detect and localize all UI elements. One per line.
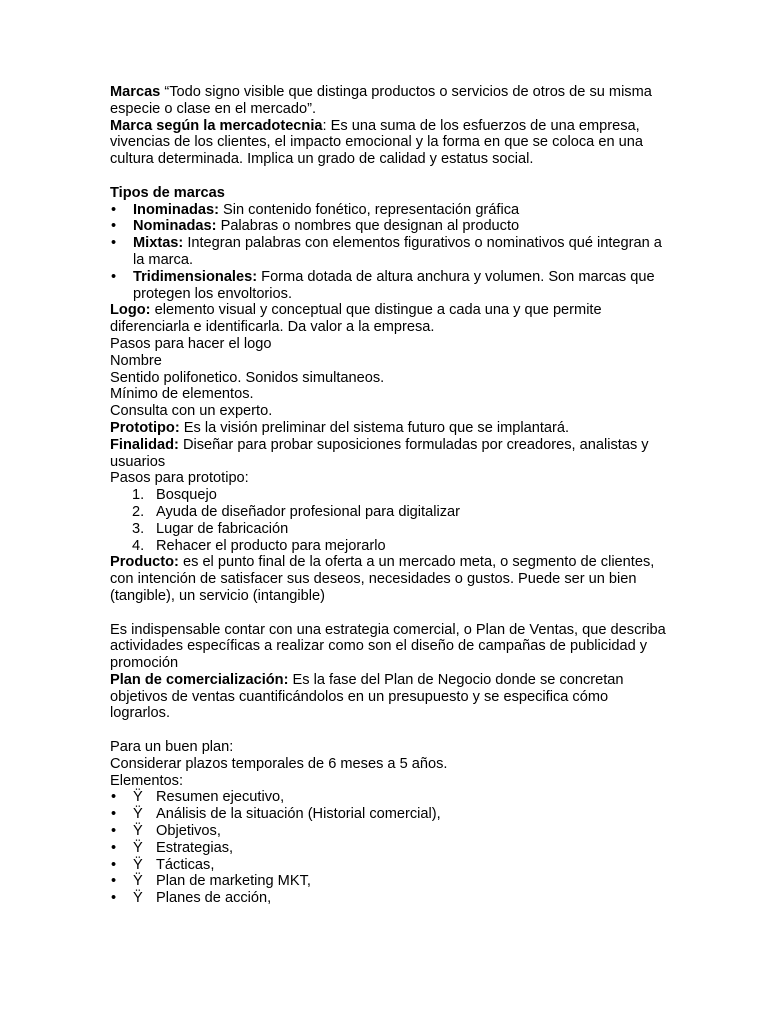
bullet-icon: • (111, 856, 117, 873)
producto-definition: Producto: es el punto final de la oferta a un mercado meta, o segmento de clientes, con intención de satisfacer sus deseos, necesidades o gustos. Puede ser un bien (tangible), un servicio (intangible) (110, 554, 655, 604)
estrategia-paragraph: Es indispensable contar con una estrategia comercial, o Plan de Ventas, que describa actividades específicas a realizar como son el diseño de campañas de publicidad y promoción (110, 621, 666, 672)
bullet-icon: • (111, 873, 117, 890)
prototipo-definition: Prototipo: Es la visión preliminar del sistema futuro que se implantará. (110, 419, 570, 436)
pasos-prototipo-label: Pasos para prototipo: (110, 470, 249, 487)
logo-line: Nombre (110, 352, 162, 369)
list-item: • Mixtas: Integran palabras con elementos figurativos o nominativos qué integran a la marca. (111, 235, 662, 268)
logo-term: Logo: (110, 302, 151, 319)
list-item: • Ÿ Objetivos, (111, 823, 221, 840)
list-marker: Ÿ (133, 839, 143, 856)
plan-comercializacion-definition: Plan de comercialización: Es la fase del Plan de Negocio donde se concretan objetivos de ventas cuantificándolos en un presupuesto y se especifica cómo lograrlos. (110, 671, 624, 722)
list-marker: Ÿ (133, 789, 143, 806)
marcas-definition (110, 84, 670, 118)
marca-mercadotecnia-definition (110, 118, 670, 168)
list-item: • Ÿ Planes de acción, (111, 890, 272, 907)
list-item: 3. Lugar de fabricación (132, 520, 289, 537)
buen-plan-line: Para un buen plan: (110, 739, 234, 756)
logo-definition: Logo: elemento visual y conceptual que distingue a cada una y que permite diferenciarla e identificarla. Da valor a la empresa. (110, 302, 602, 336)
finalidad-term: Finalidad: (110, 436, 179, 453)
buen-plan-line: Considerar plazos temporales de 6 meses a 5 años. (110, 755, 448, 772)
list-marker: Ÿ (133, 890, 143, 907)
logo-line: Mínimo de elementos. (110, 386, 254, 403)
logo-line: Sentido polifonetico. Sonidos simultaneos. (110, 369, 385, 386)
bullet-icon: • (111, 789, 117, 806)
list-item: 4. Rehacer el producto para mejorarlo (132, 537, 386, 554)
marca-mercadotecnia-text: : Es una suma de los esfuerzos de una empresa, vivencias de los clientes, el impacto emocional y la forma en que se coloca en una cultura determinada. Implica un grado de calidad y estatus social. (110, 117, 643, 168)
bullet-icon: • (111, 890, 117, 907)
list-item: • Ÿ Análisis de la situación (Historial comercial), (111, 806, 441, 823)
list-item: 2. Ayuda de diseñador profesional para digitalizar (132, 503, 460, 520)
bullet-icon: • (111, 806, 117, 823)
marcas-term: Marcas (110, 84, 161, 100)
bullet-icon: • (111, 235, 117, 252)
list-item: • Nominadas: Palabras o nombres que designan al producto (111, 218, 520, 235)
prototipo-term: Prototipo: (110, 419, 180, 436)
list-item: • Ÿ Tácticas, (111, 856, 215, 873)
bullet-icon: • (111, 268, 117, 285)
bullet-icon: • (111, 839, 117, 856)
buen-plan-line: Elementos: (110, 772, 184, 789)
producto-term: Producto: (110, 554, 179, 571)
finalidad-definition: Finalidad: Diseñar para probar suposiciones formuladas por creadores, analistas y usuarios (110, 436, 649, 470)
marcas-text: “Todo signo visible que distinga productos o servicios de otros de su misma especie o clase en el mercado”. (110, 84, 652, 117)
list-marker: Ÿ (133, 823, 143, 840)
logo-line: Consulta con un experto. (110, 403, 273, 420)
marca-mercadotecnia-term: Marca según la mercadotecnia (110, 117, 323, 134)
bullet-icon: • (111, 823, 117, 840)
bullet-icon: • (111, 218, 117, 235)
logo-line: Pasos para hacer el logo (110, 335, 272, 352)
list-item: • Ÿ Plan de marketing MKT, (111, 873, 311, 890)
list-item: • Tridimensionales: Forma dotada de altura anchura y volumen. Son marcas que protegen los envoltorios. (111, 268, 655, 302)
plan-comercializacion-term: Plan de comercialización: (110, 671, 289, 688)
document-page (110, 84, 670, 907)
pasos-prototipo-list (110, 487, 670, 554)
list-item: • Ÿ Resumen ejecutivo, (111, 789, 285, 806)
bullet-icon: • (111, 201, 117, 218)
tipos-list (110, 202, 670, 303)
tipos-heading: Tipos de marcas (110, 184, 225, 201)
list-item: • Inominadas: Sin contenido fonético, representación gráfica (111, 201, 520, 218)
list-item: • Ÿ Estrategias, (111, 839, 234, 856)
elementos-list (110, 789, 670, 907)
list-marker: Ÿ (133, 806, 143, 823)
list-marker: Ÿ (133, 856, 143, 873)
list-item: 1. Bosquejo (132, 487, 217, 504)
list-marker: Ÿ (133, 873, 143, 890)
